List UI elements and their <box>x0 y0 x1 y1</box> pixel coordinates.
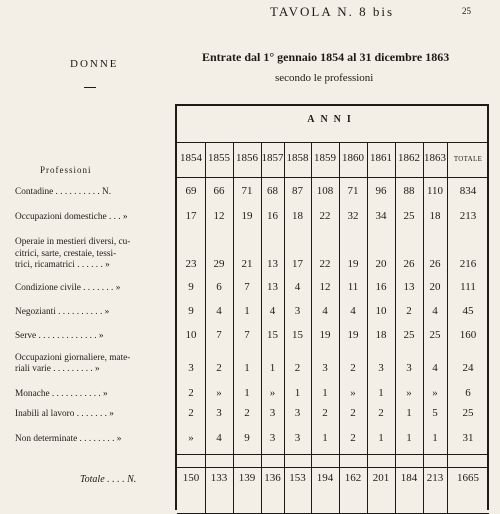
table-cell: 29 <box>213 258 225 270</box>
row-label: Non determinate . . . . . . . . » <box>15 434 122 444</box>
total-cell: 201 <box>372 472 390 484</box>
table-cell: 20 <box>429 281 441 293</box>
year-header: 1861 <box>370 152 392 164</box>
row-label: Occupazioni domestiche . . . » <box>15 212 128 222</box>
table-cell: 834 <box>459 185 477 197</box>
year-header: 1863 <box>424 152 446 164</box>
table-cell: 4 <box>269 305 276 317</box>
table-cell: 9 <box>244 432 250 444</box>
table-subtitle-by-profession: secondo le professioni <box>275 72 374 84</box>
year-header: 1859 <box>314 152 336 164</box>
table-cell: 19 <box>241 210 253 222</box>
table-cell: 2 <box>294 362 301 374</box>
table-cell: 9 <box>188 305 194 317</box>
row-label: Contadine . . . . . . . . . . N. <box>15 187 112 197</box>
table-cell: 1 <box>269 362 276 374</box>
table-subtitle-dates: Entrate dal 1° gennaio 1854 al 31 dicembre 1863 <box>202 50 450 64</box>
table-cell: 23 <box>185 258 197 270</box>
row-divider <box>177 177 489 178</box>
table-cell: 9 <box>188 281 194 293</box>
row-divider <box>177 454 489 455</box>
table-cell: 96 <box>375 185 387 197</box>
table-cell: 4 <box>350 305 356 317</box>
table-cell: 2 <box>244 407 250 419</box>
year-header: 1862 <box>398 152 420 164</box>
table-cell: 4 <box>432 362 438 374</box>
year-header: 1855 <box>208 152 230 164</box>
column-divider <box>311 142 312 513</box>
table-cell: 3 <box>294 305 301 317</box>
table-cell: 45 <box>462 305 474 317</box>
table-cell: 26 <box>403 258 415 270</box>
table-cell: 1 <box>244 387 250 399</box>
table-cell: » <box>432 387 438 399</box>
table-cell: 16 <box>375 281 387 293</box>
year-header: 1860 <box>342 152 364 164</box>
table-cell: 20 <box>375 258 387 270</box>
table-cell: 26 <box>429 258 441 270</box>
table-cell: 34 <box>375 210 387 222</box>
table-cell: 5 <box>432 407 438 419</box>
column-divider <box>339 142 340 513</box>
row-label: citrici, sarte, crestaie, tessi- <box>15 248 117 259</box>
total-cell: 184 <box>400 472 418 484</box>
table-cell: 15 <box>267 329 278 341</box>
table-cell: 216 <box>459 258 477 270</box>
table-cell: 4 <box>216 305 222 317</box>
table-cell: 1 <box>378 432 384 444</box>
professioni-column-heading: Professioni <box>40 165 92 175</box>
table-cell: 71 <box>347 185 359 197</box>
table-cell: 1 <box>244 362 250 374</box>
table-cell: 1 <box>432 432 438 444</box>
column-divider <box>261 142 262 513</box>
table-cell: 68 <box>267 185 278 197</box>
table-cell: 69 <box>185 185 197 197</box>
table-cell: 15 <box>292 329 303 341</box>
table-cell: 2 <box>350 407 356 419</box>
row-label: Serve . . . . . . . . . . . . . » <box>15 331 104 341</box>
table-cell: 19 <box>347 258 359 270</box>
total-cell: 162 <box>344 472 362 484</box>
table-cell: 19 <box>319 329 331 341</box>
table-cell: 108 <box>316 185 334 197</box>
table-cell: 22 <box>319 258 331 270</box>
total-cell: 133 <box>210 472 228 484</box>
table-cell: 4 <box>322 305 328 317</box>
table-cell: 1 <box>294 387 301 399</box>
table-cell: 32 <box>347 210 359 222</box>
table-cell: 25 <box>429 329 441 341</box>
table-cell: 25 <box>403 329 415 341</box>
total-cell: 153 <box>289 472 306 484</box>
table-cell: 88 <box>403 185 415 197</box>
table-cell: 2 <box>188 407 194 419</box>
table-cell: 1 <box>378 387 384 399</box>
table-cell: 4 <box>294 281 301 293</box>
row-label: Inabili al lavoro . . . . . . . » <box>15 409 114 419</box>
column-divider <box>205 142 206 513</box>
table-cell: 19 <box>347 329 359 341</box>
section-title-donne: DONNE <box>70 58 119 70</box>
table-cell: 12 <box>213 210 225 222</box>
table-cell: 3 <box>269 407 276 419</box>
table-cell: 213 <box>459 210 477 222</box>
table-cell: 71 <box>241 185 253 197</box>
column-divider <box>423 142 424 513</box>
total-cell: 136 <box>264 472 281 484</box>
page-header-title: TAVOLA N. 8 bis <box>270 4 395 19</box>
table-cell: 12 <box>319 281 331 293</box>
column-divider <box>367 142 368 513</box>
total-cell: 1665 <box>457 472 479 484</box>
table-cell: 1 <box>244 305 250 317</box>
total-cell: 139 <box>238 472 256 484</box>
table-cell: 1 <box>322 432 328 444</box>
table-cell: 2 <box>350 432 356 444</box>
table-cell: 1 <box>406 432 412 444</box>
title-underline <box>84 87 96 88</box>
table-cell: 25 <box>403 210 415 222</box>
column-divider <box>233 142 234 513</box>
table-cell: 160 <box>459 329 477 341</box>
table-cell: 7 <box>244 281 250 293</box>
total-cell: 194 <box>316 472 334 484</box>
column-divider <box>447 142 448 513</box>
total-cell: 150 <box>182 472 200 484</box>
table-cell: 111 <box>460 281 476 293</box>
table-cell: 1 <box>406 407 412 419</box>
table-cell: 2 <box>188 387 194 399</box>
total-cell: 213 <box>426 472 444 484</box>
table-cell: 3 <box>378 362 384 374</box>
total-row-label: Totale . . . . N. <box>80 474 137 485</box>
year-header: 1858 <box>286 152 309 164</box>
row-label: Operaie in mestieri diversi, cu- <box>15 237 131 247</box>
table-cell: » <box>216 387 222 399</box>
column-divider <box>395 142 396 513</box>
table-cell: 3 <box>294 432 301 444</box>
row-label: Negozianti . . . . . . . . . . » <box>15 307 110 317</box>
table-cell: 18 <box>292 210 303 222</box>
table-cell: 4 <box>216 432 222 444</box>
row-label: Monache . . . . . . . . . . . » <box>15 389 108 399</box>
table-cell: 6 <box>465 387 471 399</box>
column-divider <box>284 142 285 513</box>
table-cell: 22 <box>319 210 331 222</box>
table-cell: 7 <box>244 329 250 341</box>
table-cell: 18 <box>375 329 387 341</box>
row-label: riali varie . . . . . . . . . » <box>15 364 100 374</box>
table-cell: 13 <box>267 258 278 270</box>
table-cell: 3 <box>294 407 301 419</box>
row-divider <box>177 467 489 468</box>
table-cell: 7 <box>216 329 222 341</box>
table-cell: 11 <box>347 281 359 293</box>
table-cell: 4 <box>432 305 438 317</box>
table-cell: 16 <box>267 210 278 222</box>
table-cell: » <box>269 387 276 399</box>
table-cell: 24 <box>462 362 474 374</box>
table-cell: 2 <box>406 305 412 317</box>
row-label: trici, ricamatrici . . . . . . » <box>15 260 110 270</box>
table-cell: 2 <box>350 362 356 374</box>
page-number: 25 <box>462 6 471 16</box>
table-cell: 10 <box>375 305 387 317</box>
table-cell: 21 <box>241 258 253 270</box>
table-cell: 13 <box>267 281 278 293</box>
table-cell: 13 <box>403 281 415 293</box>
table-cell: 3 <box>216 407 222 419</box>
table-cell: » <box>350 387 356 399</box>
row-divider <box>177 142 489 143</box>
table-cell: 2 <box>216 362 222 374</box>
table-cell: 66 <box>213 185 225 197</box>
table-cell: 3 <box>188 362 194 374</box>
row-label: Condizione civile . . . . . . . » <box>15 283 121 293</box>
table-cell: 3 <box>322 362 328 374</box>
row-label: Occupazioni giornaliere, mate- <box>15 352 131 363</box>
table-cell: 3 <box>269 432 276 444</box>
table-cell: 87 <box>292 185 303 197</box>
table-cell: 3 <box>406 362 412 374</box>
table-cell: 1 <box>322 387 328 399</box>
table-cell: 2 <box>378 407 384 419</box>
year-header: 1856 <box>236 152 258 164</box>
table-cell: 18 <box>429 210 441 222</box>
year-header: TOTALE <box>453 155 483 163</box>
table-cell: 25 <box>462 407 474 419</box>
table-cell: 6 <box>216 281 222 293</box>
anni-header-label: ANNI <box>307 114 357 125</box>
table-cell: » <box>188 432 194 444</box>
table-cell: 110 <box>426 185 444 197</box>
table-cell: 17 <box>185 210 197 222</box>
table-cell: 10 <box>185 329 197 341</box>
table-cell: 17 <box>292 258 303 270</box>
year-header: 1857 <box>261 152 284 164</box>
table-cell: 31 <box>462 432 474 444</box>
year-header: 1854 <box>180 152 202 164</box>
table-cell: » <box>406 387 412 399</box>
table-cell: 2 <box>322 407 328 419</box>
